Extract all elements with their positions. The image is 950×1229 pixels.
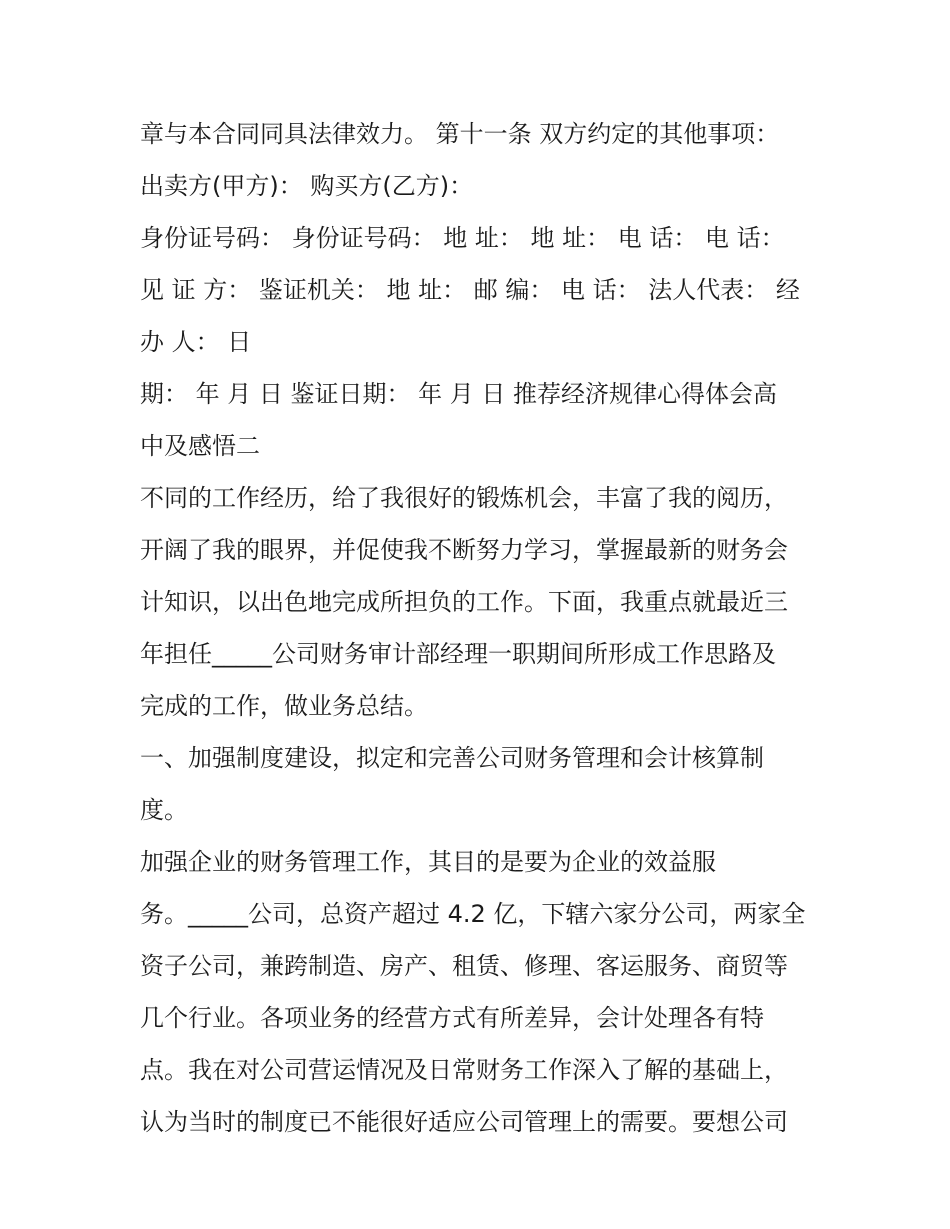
text-line: 办 人： 日 [140,328,252,356]
text-line: 开阔了我的眼界，并促使我不断努力学习，掌握最新的财务会 [140,536,788,564]
text-line: 一、加强制度建设，拟定和完善公司财务管理和会计核算制 [140,744,764,772]
text-line: 计知识，以出色地完成所担负的工作。下面，我重点就最近三 [140,588,788,616]
text-line: 务。_____公司，总资产超过 4.2 亿，下辖六家分公司，两家全 [140,900,806,928]
text-line: 见 证 方： 鉴证机关： 地 址： 邮 编： 电 话： 法人代表： 经 [140,276,800,304]
text-line: 度。 [140,796,188,824]
text-line: 资子公司，兼跨制造、房产、租赁、修理、客运服务、商贸等 [140,952,788,980]
text-line: 认为当时的制度已不能很好适应公司管理上的需要。要想公司 [140,1108,788,1136]
document-page [140,108,820,1148]
text-line: 章与本合同同具法律效力。 第十一条 双方约定的其他事项： [140,120,780,148]
text-line: 期： 年 月 日 鉴证日期： 年 月 日 推荐经济规律心得体会高 [140,380,778,408]
text-line: 中及感悟二 [140,432,260,460]
text-line: 年担任_____公司财务审计部经理一职期间所形成工作思路及 [140,640,776,668]
text-line: 加强企业的财务管理工作，其目的是要为企业的效益服 [140,848,716,876]
text-line: 出卖方(甲方)： 购买方(乙方)： [140,172,474,200]
text-line: 几个行业。各项业务的经营方式有所差异，会计处理各有特 [140,1004,764,1032]
text-line: 点。我在对公司营运情况及日常财务工作深入了解的基础上， [140,1056,788,1084]
text-line: 完成的工作，做业务总结。 [140,692,428,720]
text-line: 不同的工作经历，给了我很好的锻炼机会，丰富了我的阅历， [140,484,788,512]
text-line: 身份证号码： 身份证号码： 地 址： 地 址： 电 话： 电 话： [140,224,785,252]
